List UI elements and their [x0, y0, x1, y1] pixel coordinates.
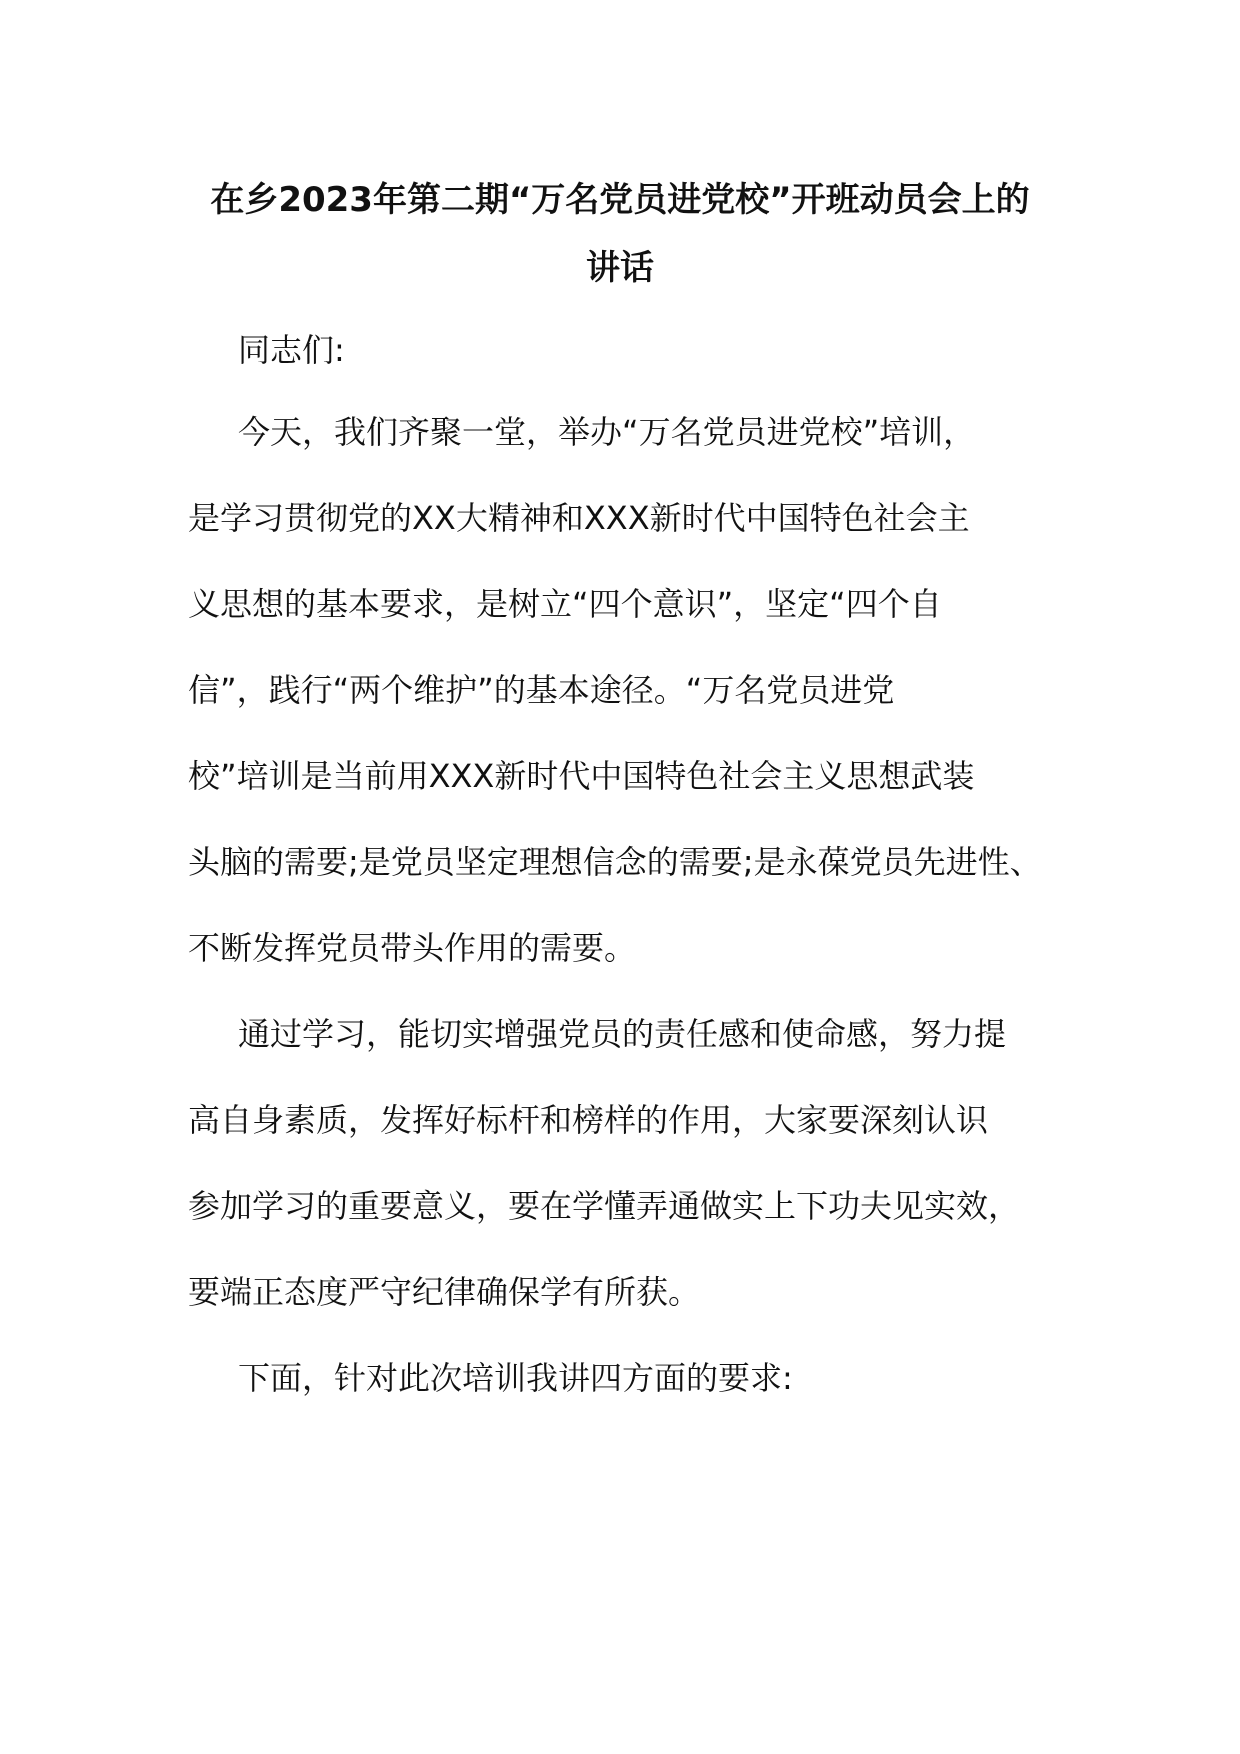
body-line-2: 是学习贯彻党的XX大精神和XXX新时代中国特色社会主: [188, 499, 970, 537]
body-line-5: 校”培训是当前用XXX新时代中国特色社会主义思想武装: [188, 757, 975, 795]
body-line-12: 下面，针对此次培训我讲四方面的要求:: [238, 1359, 793, 1397]
body-line-6: 头脑的需要;是党员坚定理想信念的需要;是永葆党员先进性、: [188, 843, 1042, 881]
salutation: 同志们:: [238, 331, 345, 369]
body-line-9: 高自身素质，发挥好标杆和榜样的作用，大家要深刻认识: [188, 1101, 989, 1139]
body-line-4: 信”，践行“两个维护”的基本途径。“万名党员进党: [188, 671, 895, 709]
body-line-3: 义思想的基本要求，是树立“四个意识”，坚定“四个自: [188, 585, 942, 623]
body-line-11: 要端正态度严守纪律确保学有所获。: [188, 1273, 701, 1311]
document-title-line-1: 在乡2023年第二期“万名党员进党校”开班动员会上的: [210, 180, 1030, 220]
body-line-10: 参加学习的重要意义，要在学懂弄通做实上下功夫见实效，: [188, 1187, 1021, 1225]
body-line-1: 今天，我们齐聚一堂，举办“万名党员进党校”培训，: [238, 413, 976, 451]
document-title-line-2: 讲话: [586, 248, 654, 288]
body-line-7: 不断发挥党员带头作用的需要。: [188, 929, 637, 967]
body-line-8: 通过学习，能切实增强党员的责任感和使命感，努力提: [238, 1015, 1007, 1053]
